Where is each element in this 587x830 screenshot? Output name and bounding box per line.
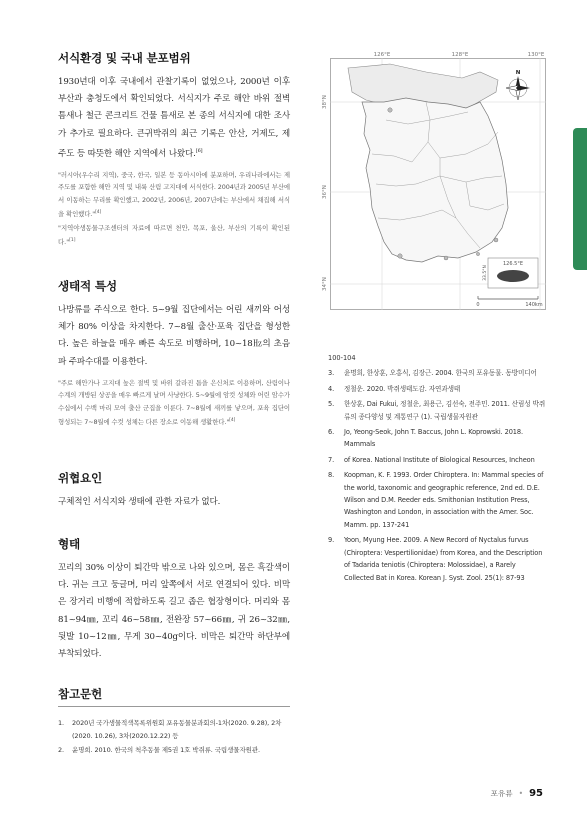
footer-section-name: 포유류 xyxy=(490,789,513,798)
distribution-map xyxy=(322,52,546,310)
habitat-quote-1: "러시아(우수리 지역), 중국, 한국, 일본 등 동아시아에 분포하며, 우리나라에서는 제주도를 포함한 해안 지역 및 내륙 산림 고지대에 서식한다. 2004년과 2005년 부산에서 이동하는 무리를 확인했고, 2002년, 2006년, 2007년에는 부산에서 채집해 서식을 확인했다."[4] xyxy=(58,170,290,218)
scale-start: 0 xyxy=(476,302,480,308)
inset-lon-label: 126.5°E xyxy=(503,261,523,267)
references-list-right xyxy=(328,367,546,584)
threats-title: 위협요인 xyxy=(58,471,102,485)
lon-label-128: 128°E xyxy=(451,52,469,58)
north-label: N xyxy=(515,70,521,76)
morphology-body: 꼬리의 30% 이상이 퇴간막 밖으로 나와 있으며, 몸은 흑갈색이다. 귀는 크고 둥글며, 머리 앞쪽에서 서로 연결되어 있다. 비막은 장거리 비행에 적합하도록 길고 좁은 협장형이다. 머리와 몸 81~94㎜, 꼬리 46~58㎜, 전완장 57~66㎜, 귀 26~32㎜, 뒷발 10~12㎜, 무게 30~40g이다. 비막은 퇴간막 하단부에 부착되었다. xyxy=(58,563,290,660)
page-footer xyxy=(491,788,543,799)
habitat-title: 서식환경 및 국내 분포범위 xyxy=(58,51,191,65)
lon-label-126: 126°E xyxy=(373,52,391,58)
reference-item: 6. Jo, Yeong-Seok, John T. Baccus, John L. Koprowski. 2018. Mammals xyxy=(328,428,523,449)
page-number: 95 xyxy=(529,788,543,799)
morphology-title: 형태 xyxy=(58,537,80,551)
ecology-title: 생태적 특성 xyxy=(58,279,117,293)
lat-label-38: 38°N xyxy=(322,95,328,109)
threats-section xyxy=(58,470,290,511)
section-tab xyxy=(573,128,587,270)
reference-item: 9. Yoon, Myung Hee. 2009. A New Record of Nyctalus furvus (Chiroptera: Vespertilionidae) from Korea, and the Description of Tadarida teniotis (Chiroptera: Molossidae), a Rarely Collected Bat in Korea. Korean J. Syst. Zool. 25(1): 87-93 xyxy=(328,536,543,582)
jeju-inset xyxy=(482,258,538,288)
ecology-section xyxy=(58,278,290,428)
reference-item: 1. 2020년 국가생물적색목록위원회 포유동물분과회의-1차(2020. 9.28), 2차(2020. 10.26), 3차(2020.12.22) 등 xyxy=(58,719,282,740)
references-divider xyxy=(58,706,290,707)
threats-body: 구체적인 서식지와 생태에 관한 자료가 없다. xyxy=(58,497,221,507)
reference-item: 7. of Korea. National Institute of Biological Resources, Incheon xyxy=(328,455,535,464)
habitat-section xyxy=(58,50,290,249)
habitat-quote-2: "지역야생동물구조센터의 자료에 따르면 천안, 목포, 울산, 부산의 기록이 확인된다."[1] xyxy=(58,224,290,247)
lat-label-34: 34°N xyxy=(322,277,328,291)
inset-lat-label: 33.5°N xyxy=(483,265,488,281)
references-list-left xyxy=(58,717,290,757)
reference-item: 2. 윤명희. 2010. 한국의 척추동물 제5권 1호 박쥐류. 국립생물자원관. xyxy=(58,746,260,755)
reference-item: 4. 정철운. 2020. 박쥐생태도감. 자연과생태 xyxy=(328,384,461,393)
references-title: 참고문헌 xyxy=(58,687,102,701)
footer-separator: • xyxy=(518,789,524,798)
habitat-body: 1930년대 이후 국내에서 관찰기록이 없었으나, 2000년 이후 부산과 충청도에서 확인되었다. 서식지가 주로 해안 바위 절벽 틈새나 철근 콘크리트 건물 틈새로 본 종의 서식지에 대한 조사가 추가로 필요하다. 큰귀박쥐의 최근 기록은 안산, 거제도, 제주도 등 따뜻한 해안 지역에서 나왔다.[6] xyxy=(58,77,290,159)
ecology-quote: "주로 해안가나 고지대 높은 절벽 및 바위 갈라진 틈을 은신처로 이용하며, 산림이나 수계의 개방된 상공을 매우 빠르게 날며 사냥한다. 5~9월에 암컷 성체와 어린 암수가 수십에서 수백 마리 모여 출산 군집을 이룬다. 7~8월에 새끼를 낳으며, 포육 집단이 형성되는 7~8월에 수컷 성체는 다른 장소로 이동해 생활한다."[4] xyxy=(58,378,290,426)
morphology-section xyxy=(58,536,290,663)
references-section xyxy=(58,686,290,759)
south-korea-landmass xyxy=(362,98,508,262)
reference-item: 5. 한상훈, Dai Fukui, 정철운, 최용근, 김선숙, 전주민. 2011. 산림성 박쥐류의 종다양성 및 계통연구 (1). 국립생물자원관 xyxy=(328,400,546,421)
reference-item: 8. Koopman, K. F. 1993. Order Chiroptera. In: Mammal species of the world, taxonomic and geographic reference, 2nd ed. D.E. Wilson and D.M. Reeder eds. Smithonian Institution Press, Washington and London, in association with the Amer. Soc. Mamm. pp. 137-241 xyxy=(328,471,544,529)
scale-end: 140km xyxy=(525,302,543,308)
ecology-body: 나방류를 주식으로 한다. 5~9월 집단에서는 어린 새끼와 어성체가 80% 이상을 차지한다. 7~8월 출산·포육 집단을 형성한다. 높은 하늘을 매우 빠른 속도로 비행하며, 10~18㎐의 초음파 주파수대를 이용한다. xyxy=(58,305,290,367)
right-column xyxy=(328,352,546,587)
lat-label-36: 36°N xyxy=(322,185,328,199)
reference-continuation: 100-104 xyxy=(328,354,356,362)
lon-label-130: 130°E xyxy=(527,52,545,58)
reference-item: 3. 윤명희, 한상훈, 오홍식, 김장근. 2004. 한국의 포유동물. 동방미디어 xyxy=(328,369,537,378)
